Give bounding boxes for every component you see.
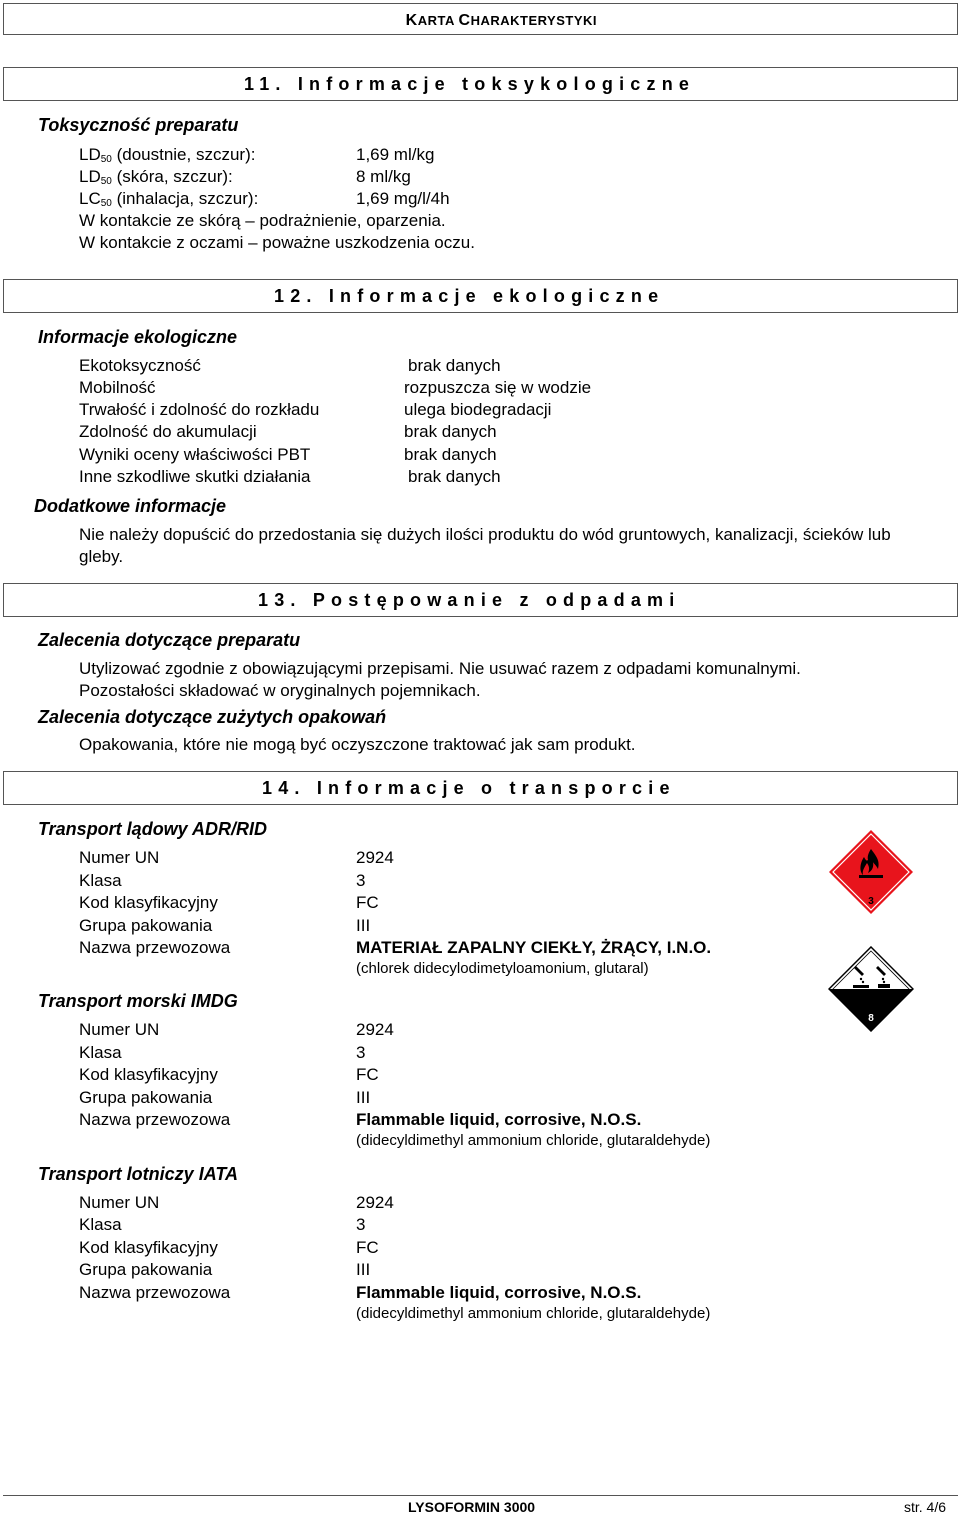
section-13-title: 13. Postępowanie z odpadami	[258, 590, 681, 610]
section-14-header	[3, 771, 958, 805]
shipping-name-note: (chlorek didecylodimetyloamonium, glutaral)	[356, 960, 649, 977]
footer-divider	[3, 1495, 958, 1496]
eco-value: ulega biodegradacji	[404, 400, 552, 419]
eco-label: Zdolność do akumulacji	[79, 422, 257, 441]
flammable-placard-icon	[828, 829, 914, 915]
packing-group-value: III	[356, 916, 371, 935]
transport-adr-heading: Transport lądowy ADR/RID	[38, 819, 268, 839]
class-label: Klasa	[79, 871, 122, 890]
corrosive-class-number: 8	[868, 1013, 874, 1024]
additional-info-heading: Dodatkowe informacje	[34, 496, 227, 516]
eco-value: brak danych	[404, 445, 497, 464]
flammable-class-number: 3	[868, 896, 874, 907]
tox-value: 1,69 ml/kg	[356, 145, 435, 164]
packing-group-value: III	[356, 1088, 371, 1107]
document-title: KARTA CHARAKTERYSTYKI	[405, 12, 597, 29]
transport-imdg-heading: Transport morski IMDG	[38, 991, 238, 1011]
un-label: Numer UN	[79, 1020, 160, 1039]
tox-label: $LC_{50}$ (inhalacja, szczur):	[79, 189, 259, 209]
eco-label: Wyniki oceny właściwości PBT	[79, 445, 311, 464]
shipping-name-note: (didecyldimethyl ammonium chloride, glutaraldehyde)	[356, 1305, 711, 1322]
eco-label: Trwałość i zdolność do rozkładu	[79, 400, 320, 419]
packing-group-label: Grupa pakowania	[79, 1260, 213, 1279]
class-value: 3	[356, 1043, 366, 1062]
un-value: 2924	[356, 848, 394, 867]
waste-text-1: Utylizować zgodnie z obowiązującymi przepisami. Nie usuwać razem z odpadami komunalnymi.	[79, 659, 801, 678]
tox-label: $LD_{50}$ (skóra, szczur):	[79, 167, 233, 187]
packing-group-label: Grupa pakowania	[79, 916, 213, 935]
eye-contact-text: W kontakcie z oczami – poważne uszkodzenia oczu.	[79, 233, 475, 252]
un-label: Numer UN	[79, 1193, 160, 1212]
section-11-heading: Toksyczność preparatu	[38, 115, 239, 135]
shipping-name-label: Nazwa przewozowa	[79, 1110, 231, 1129]
skin-contact-text: W kontakcie ze skórą – podrażnienie, oparzenia.	[79, 211, 446, 230]
corrosive-placard-icon	[828, 946, 914, 1032]
tox-label: $LD_{50}$ (doustnie, szczur):	[79, 145, 256, 165]
additional-info-text: Nie należy dopuścić do przedostania się dużych ilości produktu do wód gruntowych, kanalizacji, ścieków lub gleby.	[79, 525, 891, 566]
eco-value: brak danych	[404, 422, 497, 441]
classification-code-value: FC	[356, 1238, 379, 1257]
packing-group-value: III	[356, 1260, 371, 1279]
shipping-name-value: Flammable liquid, corrosive, N.O.S.	[356, 1110, 642, 1129]
waste-text-2: Pozostałości składować w oryginalnych pojemnikach.	[79, 681, 481, 700]
classification-code-label: Kod klasyfikacyjny	[79, 893, 218, 912]
footer-page-number: str. 4/6	[903, 1499, 946, 1515]
eco-label: Inne szkodliwe skutki działania	[79, 467, 311, 486]
eco-value: rozpuszcza się w wodzie	[404, 378, 592, 397]
shipping-name-label: Nazwa przewozowa	[79, 1283, 231, 1302]
section-11-title: 11. Informacje toksykologiczne	[244, 74, 696, 94]
class-label: Klasa	[79, 1043, 122, 1062]
eco-label: Ekotoksyczność	[79, 356, 201, 375]
shipping-name-note: (didecyldimethyl ammonium chloride, glutaraldehyde)	[356, 1132, 711, 1149]
class-value: 3	[356, 871, 366, 890]
tox-value: 1,69 mg/l/4h	[356, 189, 450, 208]
eco-label: Mobilność	[79, 378, 156, 397]
classification-code-label: Kod klasyfikacyjny	[79, 1238, 218, 1257]
section-11-header	[3, 67, 958, 101]
tox-value: 8 ml/kg	[356, 167, 411, 186]
classification-code-label: Kod klasyfikacyjny	[79, 1065, 218, 1084]
packing-group-label: Grupa pakowania	[79, 1088, 213, 1107]
class-label: Klasa	[79, 1215, 122, 1234]
shipping-name-label: Nazwa przewozowa	[79, 938, 231, 957]
section-12-header	[3, 279, 958, 313]
un-value: 2924	[356, 1020, 394, 1039]
classification-code-value: FC	[356, 1065, 379, 1084]
classification-code-value: FC	[356, 893, 379, 912]
shipping-name-value: MATERIAŁ ZAPALNY CIEKŁY, ŻRĄCY, I.N.O.	[356, 938, 712, 957]
section-13-heading-product: Zalecenia dotyczące preparatu	[38, 630, 301, 650]
section-13-heading-packaging: Zalecenia dotyczące zużytych opakowań	[38, 707, 387, 727]
footer-product-name: LYSOFORMIN 3000	[408, 1499, 536, 1515]
section-12-title: 12. Informacje ekologiczne	[274, 286, 665, 306]
packaging-text: Opakowania, które nie mogą być oczyszczone traktować jak sam produkt.	[79, 735, 636, 754]
section-12-heading: Informacje ekologiczne	[38, 327, 238, 347]
un-label: Numer UN	[79, 848, 160, 867]
section-14-title: 14. Informacje o transporcie	[262, 778, 676, 798]
section-13-header	[3, 583, 958, 617]
shipping-name-value: Flammable liquid, corrosive, N.O.S.	[356, 1283, 642, 1302]
transport-iata-heading: Transport lotniczy IATA	[38, 1164, 239, 1184]
class-value: 3	[356, 1215, 366, 1234]
eco-value: brak danych	[408, 467, 501, 486]
eco-value: brak danych	[408, 356, 501, 375]
header-box	[3, 3, 958, 35]
un-value: 2924	[356, 1193, 394, 1212]
